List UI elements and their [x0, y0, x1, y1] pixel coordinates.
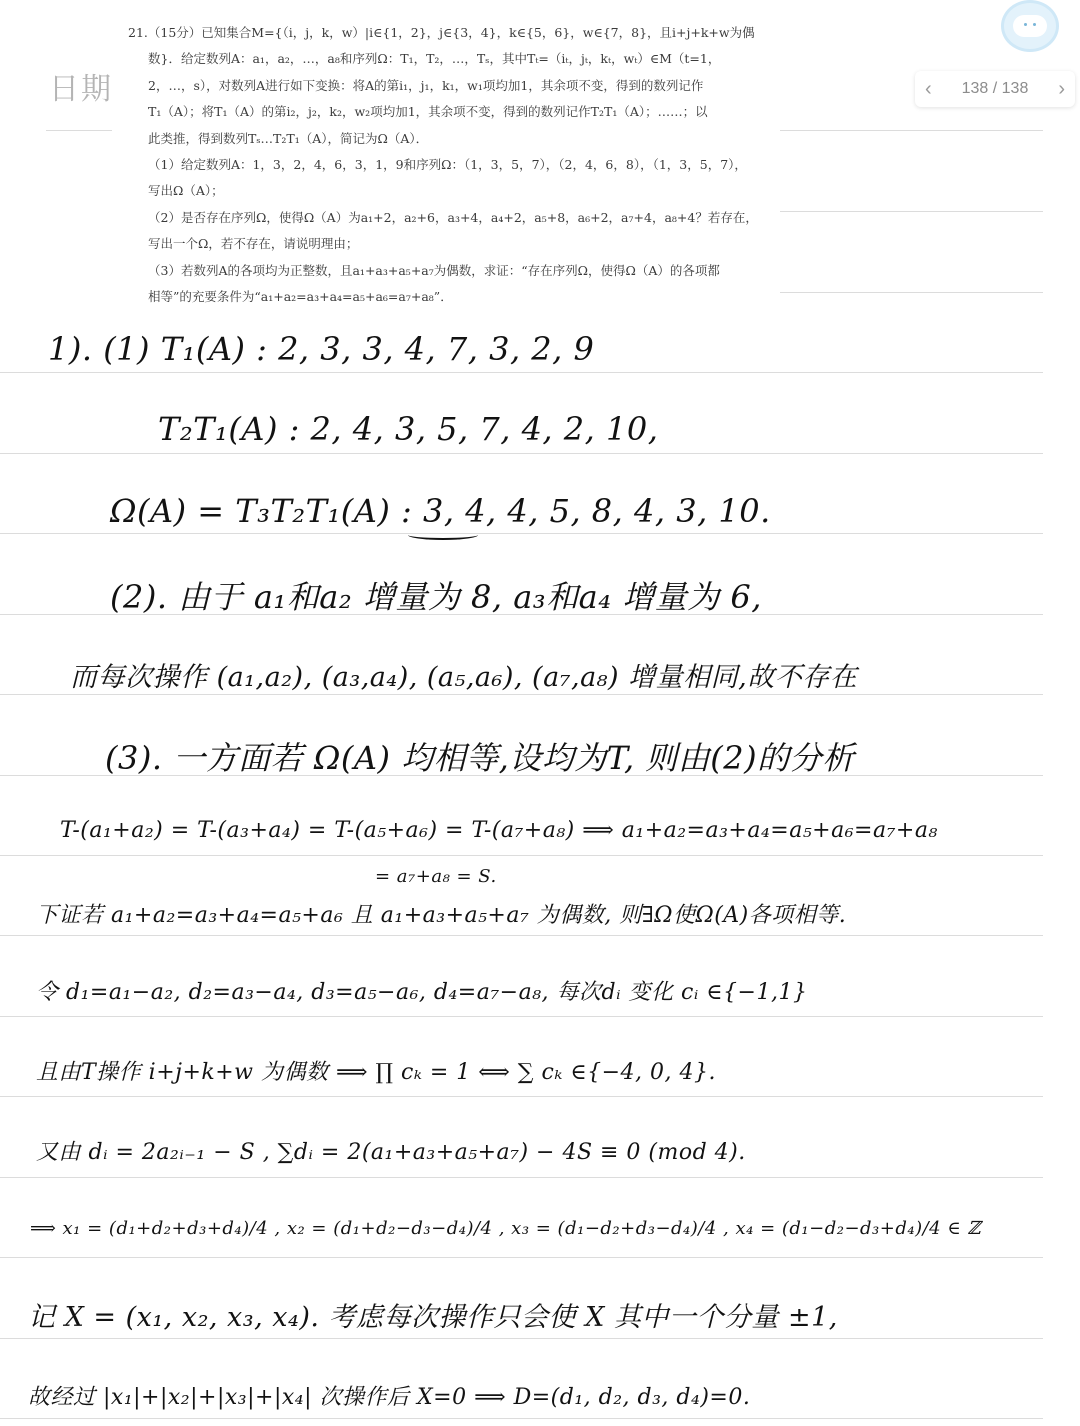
problem-line: 2，…，s），对数列A进行如下变换：将A的第i₁，j₁，k₁，w₁项均加1，其余项不变，得到的数列记作 [148, 77, 704, 93]
ruled-line [0, 533, 1043, 534]
ruled-line [0, 453, 1043, 454]
solution-line-7: T-(a₁+a₂) = T-(a₃+a₄) = T-(a₅+a₆) = T-(a₇+a₈) ⟹ a₁+a₂=a₃+a₄=a₅+a₆=a₇+a₈ [60, 818, 938, 843]
assistant-button[interactable] [1001, 0, 1059, 52]
ruled-line [780, 130, 1043, 131]
solution-line-4: (2). 由于 a₁和a₂ 增量为 8, a₃和a₄ 增量为 6, [110, 578, 762, 616]
ruled-line [0, 1177, 1043, 1178]
problem-line: 21.（15分）已知集合M={（i，j，k，w）|i∈{1，2}，j∈{3，4}，k∈{5，6}，w∈{7，8}，且i+j+k+w为偶 [128, 25, 755, 40]
date-label: 日期 [49, 72, 113, 107]
ruled-line [46, 130, 112, 131]
ruled-line [0, 1338, 1043, 1339]
solution-line-2: T₂T₁(A) : 2, 4, 3, 5, 7, 4, 2, 10, [158, 410, 659, 448]
problem-line: （3）若数列A的各项均为正整数，且a₁+a₃+a₅+a₇为偶数，求证：“存在序列Ω，使得Ω（A）的各项都 [148, 262, 720, 278]
ruled-line [0, 694, 1043, 695]
cloud-face-icon [1013, 15, 1047, 37]
problem-line: （2）是否存在序列Ω，使得Ω（A）为a₁+2，a₂+6，a₃+4，a₄+2，a₅+8，a₆+2，a₇+4，a₈+4？若存在， [148, 209, 758, 225]
solution-line-9: 令 d₁=a₁−a₂, d₂=a₃−a₄, d₃=a₅−a₆, d₄=a₇−a₈, 每次dᵢ 变化 cᵢ ∈{−1,1} [36, 980, 808, 1005]
page-counter: 138 / 138 [961, 80, 1029, 97]
page-navigator [915, 71, 1075, 107]
solution-line-13: 记 X = (x₁, x₂, x₃, x₄). 考虑每次操作只会使 X 其中一个分量 ±1, [28, 1302, 838, 1333]
solution-line-12: ⟹ x₁ = (d₁+d₂+d₃+d₄)/4 , x₂ = (d₁+d₂−d₃−d₄)/4 , x₃ = (d₁−d₂+d₃−d₄)/4 , x₄ = (d₁−d₂−d₃+d₄)/4 ∈ ℤ [30, 1218, 982, 1239]
chevron-right-icon[interactable]: › [1058, 77, 1065, 100]
solution-line-7b: = a₇+a₈ = S. [375, 866, 497, 887]
problem-line: 数}．给定数列A：a₁，a₂，…，a₈和序列Ω：T₁，T₂，…，Tₛ，其中Tₜ=（iₜ，jₜ，kₜ，wₜ）∈M（t=1， [148, 51, 721, 67]
problem-line: 写出Ω（A）； [148, 183, 224, 199]
solution-line-11: 又由 dᵢ = 2a₂ᵢ₋₁ − S , ∑dᵢ = 2(a₁+a₃+a₅+a₇) − 4S ≡ 0 (mod 4). [36, 1140, 746, 1165]
solution-line-5: 而每次操作 (a₁,a₂), (a₃,a₄), (a₅,a₆), (a₇,a₈) 增量相同,故不存在 [70, 662, 858, 693]
ruled-line [0, 1257, 1043, 1258]
ruled-line [0, 1418, 1043, 1419]
solution-line-6: (3). 一方面若 Ω(A) 均相等,设均为T, 则由(2)的分析 [105, 739, 855, 777]
problem-line: 相等”的充要条件为“a₁+a₂=a₃+a₄=a₅+a₆=a₇+a₈”． [148, 289, 453, 305]
ruled-line [0, 935, 1043, 936]
solution-line-1: 1). (1) T₁(A) : 2, 3, 3, 4, 7, 3, 2, 9 [48, 330, 595, 368]
problem-line: T₁（A）；将T₁（A）的第i₂，j₂，k₂，w₂项均加1，其余项不变，得到的数列记作T₂T₁（A）；……；以 [148, 104, 708, 120]
ruled-line [0, 372, 1043, 373]
solution-line-14: 故经过 |x₁|+|x₂|+|x₃|+|x₄| 次操作后 X=0 ⟹ D=(d₁, d₂, d₃, d₄)=0. [28, 1385, 751, 1410]
underline-mark [408, 530, 478, 540]
ruled-line [780, 211, 1043, 212]
ruled-line [780, 292, 1043, 293]
problem-line: 写出一个Ω，若不存在，请说明理由； [148, 236, 359, 252]
solution-line-10: 且由T操作 i+j+k+w 为偶数 ⟹ ∏ cₖ = 1 ⟺ ∑ cₖ ∈{−4, 0, 4}. [36, 1060, 717, 1085]
problem-statement [128, 20, 768, 310]
problem-line: 此类推，得到数列Tₛ…T₂T₁（A），简记为Ω（A）． [148, 130, 429, 146]
solution-line-8: 下证若 a₁+a₂=a₃+a₄=a₅+a₆ 且 a₁+a₃+a₅+a₇ 为偶数, 则∃Ω使Ω(A)各项相等. [36, 903, 847, 928]
chevron-left-icon[interactable]: ‹ [925, 77, 932, 100]
ruled-line [0, 855, 1043, 856]
ruled-line [0, 1016, 1043, 1017]
solution-line-3: Ω(A) = T₃T₂T₁(A) : 3, 4, 4, 5, 8, 4, 3, 10. [110, 492, 771, 530]
ruled-line [0, 1096, 1043, 1097]
problem-line: （1）给定数列A：1，3，2，4，6，3，1，9和序列Ω：（1，3，5，7），（2，4，6，8），（1，3，5，7）， [148, 157, 747, 173]
